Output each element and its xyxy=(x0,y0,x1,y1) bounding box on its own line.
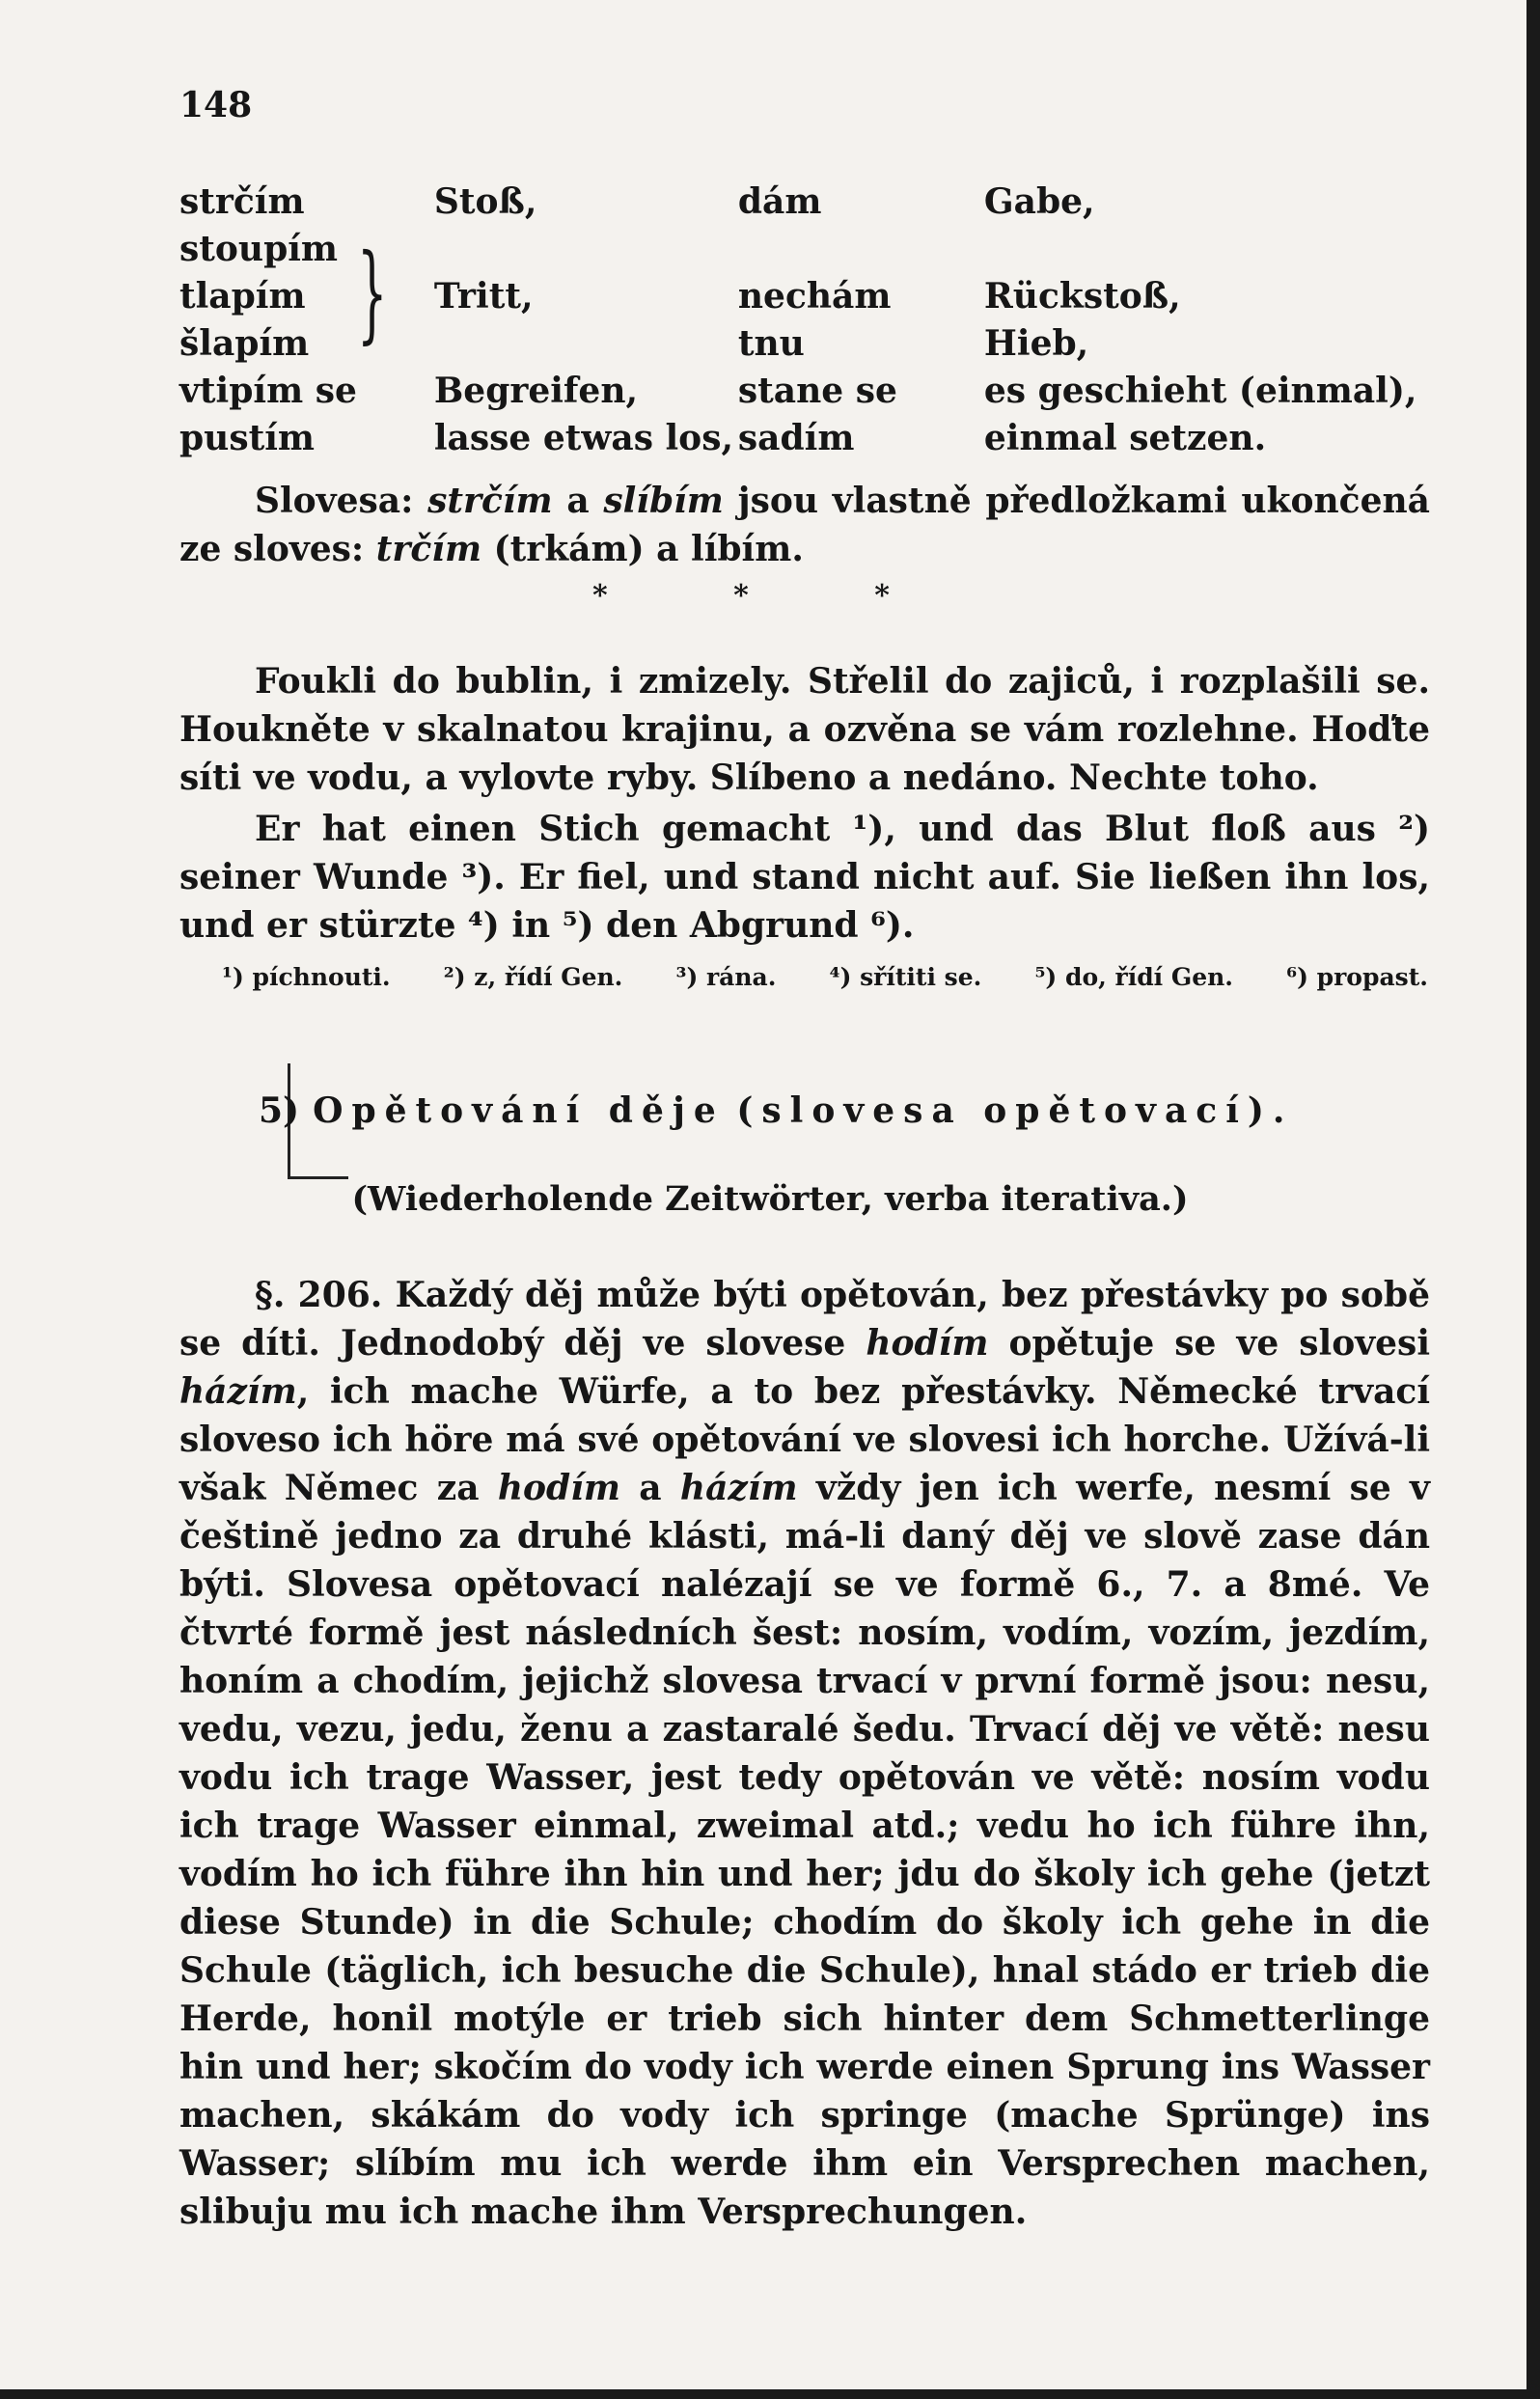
page-number: 148 xyxy=(179,85,253,125)
cz-word: stoupím xyxy=(179,228,339,269)
vocab-row xyxy=(179,367,1416,414)
brace-mark: } xyxy=(356,231,388,354)
cz-word: strčím xyxy=(179,180,305,222)
footnote: ⁴) sřítiti se. xyxy=(829,963,982,991)
vocab-table xyxy=(179,178,1416,461)
vocab-row xyxy=(179,225,1416,272)
vocab-row xyxy=(179,178,1416,225)
footnote: ⁶) propast. xyxy=(1286,963,1428,991)
footnote: ¹) píchnouti. xyxy=(222,963,391,991)
cz-word: tnu xyxy=(737,322,805,364)
de-word: Hieb, xyxy=(983,322,1089,364)
footnote: ⁵) do, řídí Gen. xyxy=(1034,963,1234,991)
de-word xyxy=(984,225,1417,272)
section-title-paren: (slovesa opětovací). xyxy=(736,1090,1294,1131)
de-word: Begreifen, xyxy=(433,370,639,411)
section-heading xyxy=(259,1090,1293,1131)
section-paragraph: §. 206. Každý děj může býti opětován, bez přestávky po sobě se díti. Jednodobý děj ve slovese hodím opětuje se ve slovesi házím, ich mache Würfe, a to bez přestávky. Německé trvací sloveso ich höre má své opětování ve slovesi ich horche. Užívá-li však Němec za hodím a házím vždy jen ich werfe, nesmí se v češtině jedno za druhé klásti, má-li daný děj ve slově zase dán býti. Slovesa opětovací nalézají se ve formě 6., 7. a 8mé. Ve čtvrté formě jest následních šest: nosím, vodím, vozím, jezdím, honím a chodím, jejichž slovesa trvací v první formě jsou: nesu, vedu, vezu, jedu, ženu a zastaralé šedu. Trvací děj ve větě: nesu vodu ich trage Wasser, jest tedy opětován ve větě: nosím vodu ich trage Wasser einmal, zweimal atd.; vedu ho ich führe ihn, vodím ho ich führe ihn hin und her; jdu do školy ich gehe (jetzt diese Stunde) in die Schule; chodím do školy ich gehe in die Schule (täglich, ich besuche die Schule), hnal stádo er trieb die Herde, honil motýle er trieb sich hinter dem Schmetterlinge hin und her; skočím do vody ich werde einen Sprung ins Wasser machen, skákám do vody ich springe (mache Sprünge) ins Wasser; slíbím mu ich werde ihm ein Versprechen machen, slibuju mu ich mache ihm Versprechungen. xyxy=(179,1275,1431,2232)
footnote: ²) z, řídí Gen. xyxy=(443,963,623,991)
de-word: Stoß, xyxy=(433,180,537,222)
cz-word: šlapím xyxy=(179,322,310,364)
section-subtitle: (Wiederholende Zeitwörter, verba iterativa.) xyxy=(351,1179,1189,1219)
exercise-czech: Foukli do bublin, i zmizely. Střelil do zajiců, i rozplašili se. Houkněte v skalnatou krajinu, a ozvěna se vám rozlehne. Hoďte síti ve vodu, a vylovte ryby. Slíbeno a nedáno. Nechte toho. xyxy=(179,661,1430,798)
cz-word: stane se xyxy=(737,370,897,411)
exercise-german: Er hat einen Stich gemacht ¹), und das Blut floß aus ²) seiner Wunde ³). Er fiel, und stand nicht auf. Sie ließen ihn los, und er stürzte ⁴) in ⁵) den Abgrund ⁶). xyxy=(179,809,1430,946)
vocab-row xyxy=(179,414,1416,461)
cz-word: sadím xyxy=(737,417,855,458)
de-word: Gabe, xyxy=(983,180,1095,222)
de-word: einmal setzen. xyxy=(983,417,1267,458)
de-word: Rückstoß, xyxy=(983,275,1181,317)
de-word: es geschieht (einmal), xyxy=(983,370,1417,411)
footnotes xyxy=(222,963,1428,991)
de-word: Tritt, xyxy=(433,275,534,317)
cz-word: pustím xyxy=(179,417,316,458)
verb-note: Slovesa: strčím a slíbím jsou vlastně předložkami ukončená ze sloves: trčím (trkám) a líbím. xyxy=(179,481,1430,569)
footnote: ³) rána. xyxy=(675,963,777,991)
de-word: lasse etwas los, xyxy=(433,417,733,458)
section-divider: * * * xyxy=(592,579,948,613)
section-number: 5) xyxy=(259,1090,300,1131)
section-title: Opětování děje xyxy=(313,1090,725,1131)
cz-word: tlapím xyxy=(179,275,306,317)
cz-word xyxy=(738,225,984,272)
cz-word: dám xyxy=(737,180,822,222)
cz-word: nechám xyxy=(737,275,892,317)
cz-word: vtipím se xyxy=(179,370,357,411)
